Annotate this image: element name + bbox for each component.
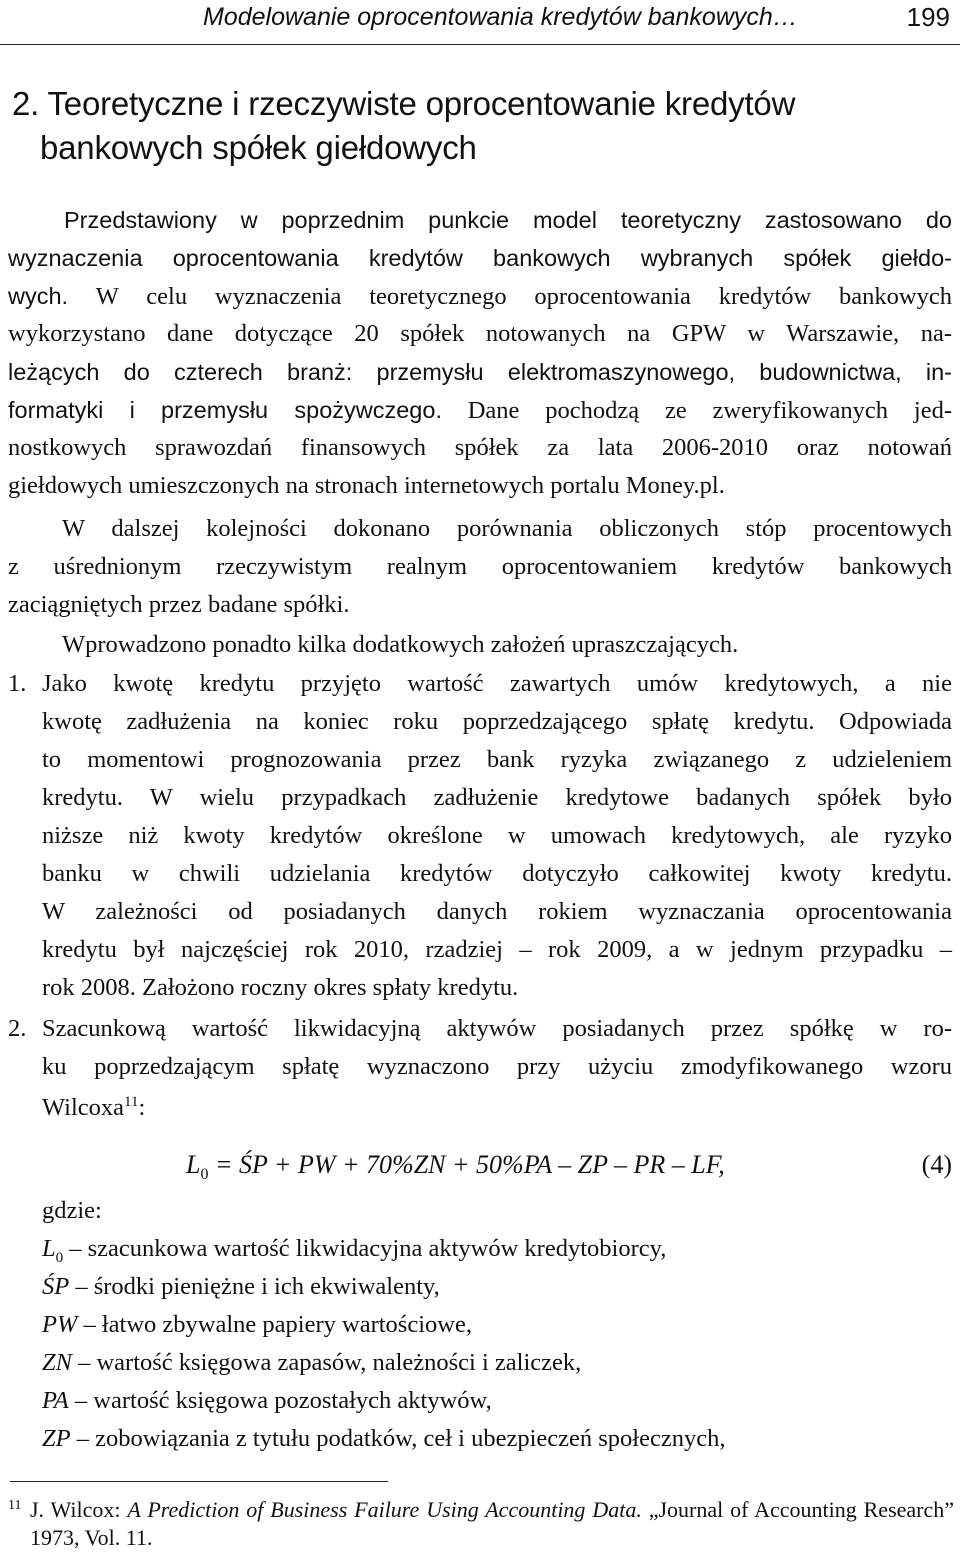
definition-symbol: ZN	[42, 1349, 72, 1376]
definition-symbol: PA	[42, 1387, 69, 1414]
definition-symbol: ZP	[42, 1425, 71, 1452]
paragraph-fragment: W celu wyznaczenia teoretycznego oprocentowania kredytów bankowych	[95, 283, 952, 310]
definition-text: – zobowiązania z tytułu podatków, ceł i ubezpieczeń społecznych,	[70, 1425, 726, 1452]
footnote-reference: 11	[124, 1093, 139, 1110]
paragraph-line: W dalszej kolejności dokonano porównania obliczonych stóp procentowych	[62, 515, 952, 542]
section-heading-line1: 2. Teoretyczne i rzeczywiste oprocentowanie kredytów	[12, 85, 796, 122]
list-line: kredytu. W wielu przypadkach zadłużenie kredytowe badanych spółek było	[42, 784, 952, 811]
footnote-rule	[10, 1481, 388, 1482]
list-fragment: :	[138, 1094, 146, 1121]
paragraph-fragment: formatyki i przemysłu spożywczego.	[8, 397, 442, 423]
definition-text: – wartość księgowa pozostałych aktywów,	[68, 1387, 492, 1414]
definition-text: – środki pieniężne i ich ekwiwalenty,	[69, 1273, 440, 1300]
definition-text: – łatwo zbywalne papiery wartościowe,	[77, 1311, 472, 1338]
formula-lhs: L	[186, 1150, 201, 1179]
paragraph-line: wyznaczenia oprocentowania kredytów bankowych wybranych spółek giełdo-	[8, 245, 952, 271]
list-line: W zależności od posiadanych danych rokiem wyznaczania oprocentowania	[42, 898, 952, 925]
paragraph-line: leżących do czterech branż: przemysłu elektromaszynowego, budownictwa, in-	[8, 359, 952, 385]
footnote-mark: 11	[8, 1498, 22, 1513]
footnote	[8, 1496, 955, 1552]
list-fragment: Wilcoxa	[42, 1094, 125, 1121]
list-line: ku poprzedzającym spłatę wyznaczono przy użyciu zmodyfikowanego wzoru	[42, 1053, 952, 1080]
formula-lhs-subscript: 0	[200, 1166, 209, 1184]
section-heading	[12, 82, 932, 170]
definition-symbol: PW	[42, 1311, 78, 1338]
formula-rhs: = ŚP + PW + 70%ZN + 50%PA – ZP – PR – LF,	[208, 1150, 725, 1179]
definition-item	[42, 1306, 472, 1344]
footnote-author: J. Wilcox:	[30, 1497, 128, 1522]
list-line: to momentowi prognozowania przez bank ryzyka związanego z udzieleniem	[42, 746, 952, 773]
paragraph-line: zaciągniętych przez badane spółki.	[8, 591, 350, 618]
list-line: banku w chwili udzielania kredytów dotyczyło całkowitej kwoty kredytu.	[42, 860, 952, 887]
list-number: 2.	[8, 1015, 27, 1042]
running-title: Modelowanie oprocentowania kredytów bankowych…	[203, 3, 798, 31]
list-line: niższe niż kwoty kredytów określone w umowach kredytowych, ale ryzyko	[42, 822, 952, 849]
definition-symbol-subscript: 0	[55, 1249, 64, 1266]
list-line: Jako kwotę kredytu przyjęto wartość zawartych umów kredytowych, a nie	[42, 670, 952, 697]
list-line: kwotę zadłużenia na koniec roku poprzedzającego spłatę kredytu. Odpowiada	[42, 708, 952, 735]
definition-symbol: ŚP	[42, 1273, 70, 1300]
definition-item	[42, 1382, 492, 1420]
definition-symbol-text: L	[42, 1235, 56, 1262]
paragraph-line	[8, 277, 952, 316]
paragraph-line: nostkowych sprawozdań finansowych spółek za lata 2006-2010 oraz notowań	[8, 434, 952, 461]
paragraph-line: Wprowadzono ponadto kilka dodatkowych założeń upraszczających.	[62, 631, 739, 658]
list-number: 1.	[8, 670, 27, 697]
definition-text: – wartość księgowa zapasów, należności i zaliczek,	[71, 1349, 582, 1376]
footnote-source: „Journal of Accounting Research” 1973, Vol. 11.	[30, 1497, 955, 1550]
section-heading-line2: bankowych spółek giełdowych	[40, 129, 477, 166]
paragraph-fragment: wych.	[8, 283, 69, 309]
paragraph-line: Przedstawiony w poprzednim punkcie model teoretyczny zastosowano do	[64, 207, 952, 233]
paragraph-line: z uśrednionym rzeczywistym realnym oprocentowaniem kredytów bankowych	[8, 553, 952, 580]
list-line: Szacunkową wartość likwidacyjną aktywów posiadanych przez spółkę w ro-	[42, 1015, 952, 1042]
footnote-title: A Prediction of Business Failure Using Accounting Data.	[127, 1497, 642, 1522]
definition-item	[42, 1344, 581, 1382]
paragraph-fragment: Dane pochodzą ze zweryfikowanych jed-	[467, 397, 952, 424]
formula-number: (4)	[921, 1150, 952, 1179]
paragraph-line: wykorzystano dane dotyczące 20 spółek notowanych na GPW w Warszawie, na-	[8, 320, 952, 347]
running-header	[0, 0, 960, 45]
list-line	[42, 1089, 952, 1127]
definition-symbol	[42, 1235, 64, 1266]
paragraph-line: giełdowych umieszczonych na stronach internetowych portalu Money.pl.	[8, 472, 725, 499]
paragraph-line	[8, 391, 952, 430]
definition-item	[42, 1268, 440, 1306]
list-line: rok 2008. Założono roczny okres spłaty kredytu.	[42, 974, 519, 1001]
formula	[186, 1145, 806, 1195]
where-label: gdzie:	[42, 1197, 102, 1224]
definition-text: – szacunkowa wartość likwidacyjna aktywów kredytobiorcy,	[63, 1235, 667, 1262]
page-number: 199	[906, 2, 950, 32]
definition-item	[42, 1420, 725, 1458]
list-line: kredytu był najczęściej rok 2010, rzadziej – rok 2009, a w jednym przypadku –	[42, 936, 952, 963]
